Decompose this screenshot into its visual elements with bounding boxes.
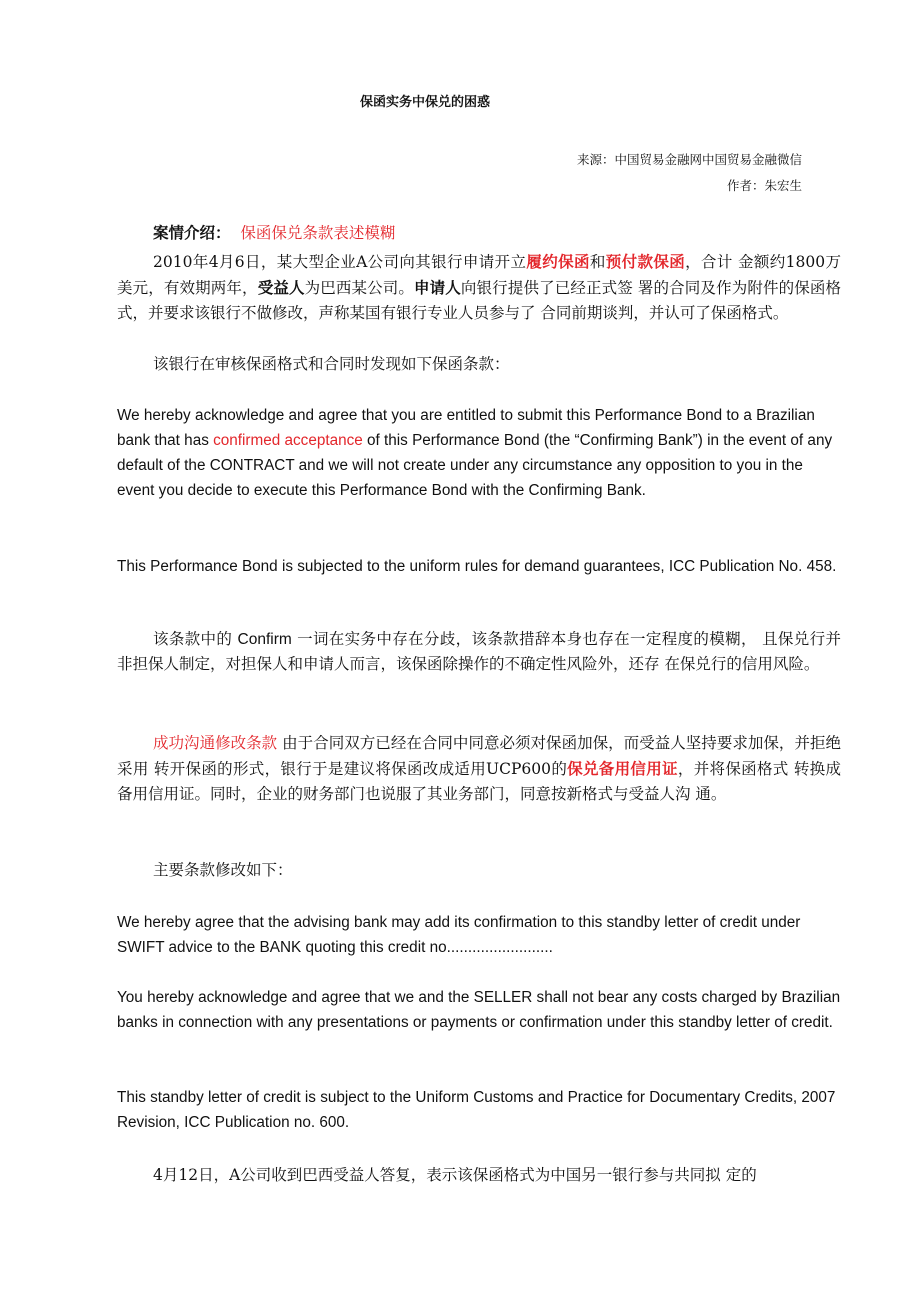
confirmed-acceptance-term: confirmed acceptance [213, 432, 363, 449]
paragraph-clause-intro: 该银行在审核保函格式和合同时发现如下保函条款： [153, 355, 510, 373]
confirmed-standby-lc-term: 保兑备用信用证 [567, 759, 678, 778]
para4-text-1: 由于合同双方已经在合同中同意必须对保函加保，而受益人坚持要求加保，并拒绝采用 转开保函的形式，银行于是建议将保函改成适用UCP600的 [117, 734, 841, 778]
applicant-term: 申请人 [414, 278, 461, 297]
document-title: 保函实务中保兑的困惑 [360, 95, 491, 110]
author-line: 作者：朱宏生 [726, 178, 802, 193]
case-intro-heading [117, 220, 841, 246]
para3-text-2: 一词在实务中存在分歧，该条款措辞本身也存在一定程度的模糊， 且保兑行并非担保人制定，对担保人和申请人而言，该保函除操作的不确定性风险外，还存 在保兑行的信用风险。 [117, 630, 841, 673]
en1-text-1: We hereby acknowledge and agree that you are entitled to submit this Performance Bond to a Brazilian bank that has [117, 407, 815, 449]
para1-text-3: ，合计 金额约1800万美元，有效期两年， [117, 253, 841, 297]
english-clause-costs: You hereby acknowledge and agree that we and the SELLER shall not bear any costs charged by Brazilian banks in connection with any presentations or payments or confirmation under this standby letter of credit. [117, 989, 841, 1031]
english-clause-urdg: This Performance Bond is subjected to the uniform rules for demand guarantees, ICC Publication No. 458. [117, 558, 837, 575]
paragraph-successful-amendment [117, 731, 841, 807]
en1-text-2: of this Performance Bond (the “Confirming Bank”) in the event of any default of the CONTRACT and we will not create under any circumstance any opposition to you in the event you decide to execute this Performance Bond with the Confirming Bank. [117, 432, 833, 499]
performance-bond-term: 履约保函 [526, 252, 590, 271]
case-intro-label: 案情介绍： [153, 223, 231, 242]
para3-text-1: 该条款中的 [153, 630, 238, 648]
paragraph-case-description [117, 249, 841, 326]
para1-text-1: 2010年4月6日，某大型企业A公司向其银行申请开立 [153, 253, 527, 271]
para1-text-4: 为巴西某公司。 [304, 279, 415, 297]
source-line: 来源：中国贸易金融网中国贸易金融微信 [576, 152, 802, 167]
paragraph-confirm-ambiguity [117, 627, 841, 677]
beneficiary-term: 受益人 [257, 278, 305, 297]
para1-text-5: 向银行提供了已经正式签 署的合同及作为附件的保函格式，并要求该银行不做修改，声称某国有银行专业人员参与了 合同前期谈判，并认可了保函格式。 [117, 279, 841, 322]
confirm-word: Confirm [237, 631, 292, 648]
advance-payment-bond-term: 预付款保函 [605, 252, 686, 271]
para4-text-2: ，并将保函格式 转换成备用信用证。同时，企业的财务部门也说服了其业务部门，同意按新格式与受益人沟 通。 [117, 760, 841, 803]
paragraph-beneficiary-reply: 4月12日，A公司收到巴西受益人答复，表示该保函格式为中国另一银行参与共同拟 定的 [153, 1166, 757, 1184]
case-intro-red-heading: 保函保兑条款表述模糊 [240, 224, 396, 242]
successful-amendment-heading: 成功沟通修改条款 [153, 734, 278, 752]
english-clause-ucp600: This standby letter of credit is subject to the Uniform Customs and Practice for Documentary Credits, 2007 Revision, ICC Publication no. 600. [117, 1089, 836, 1131]
english-clause-confirming-bank [117, 403, 841, 503]
para1-text-2: 和 [589, 253, 606, 271]
english-clause-advising-bank: We hereby agree that the advising bank may add its confirmation to this standby letter of credit under SWIFT advice to the BANK quoting this credit no......................... [117, 914, 801, 956]
paragraph-main-amendments: 主要条款修改如下： [153, 861, 293, 879]
